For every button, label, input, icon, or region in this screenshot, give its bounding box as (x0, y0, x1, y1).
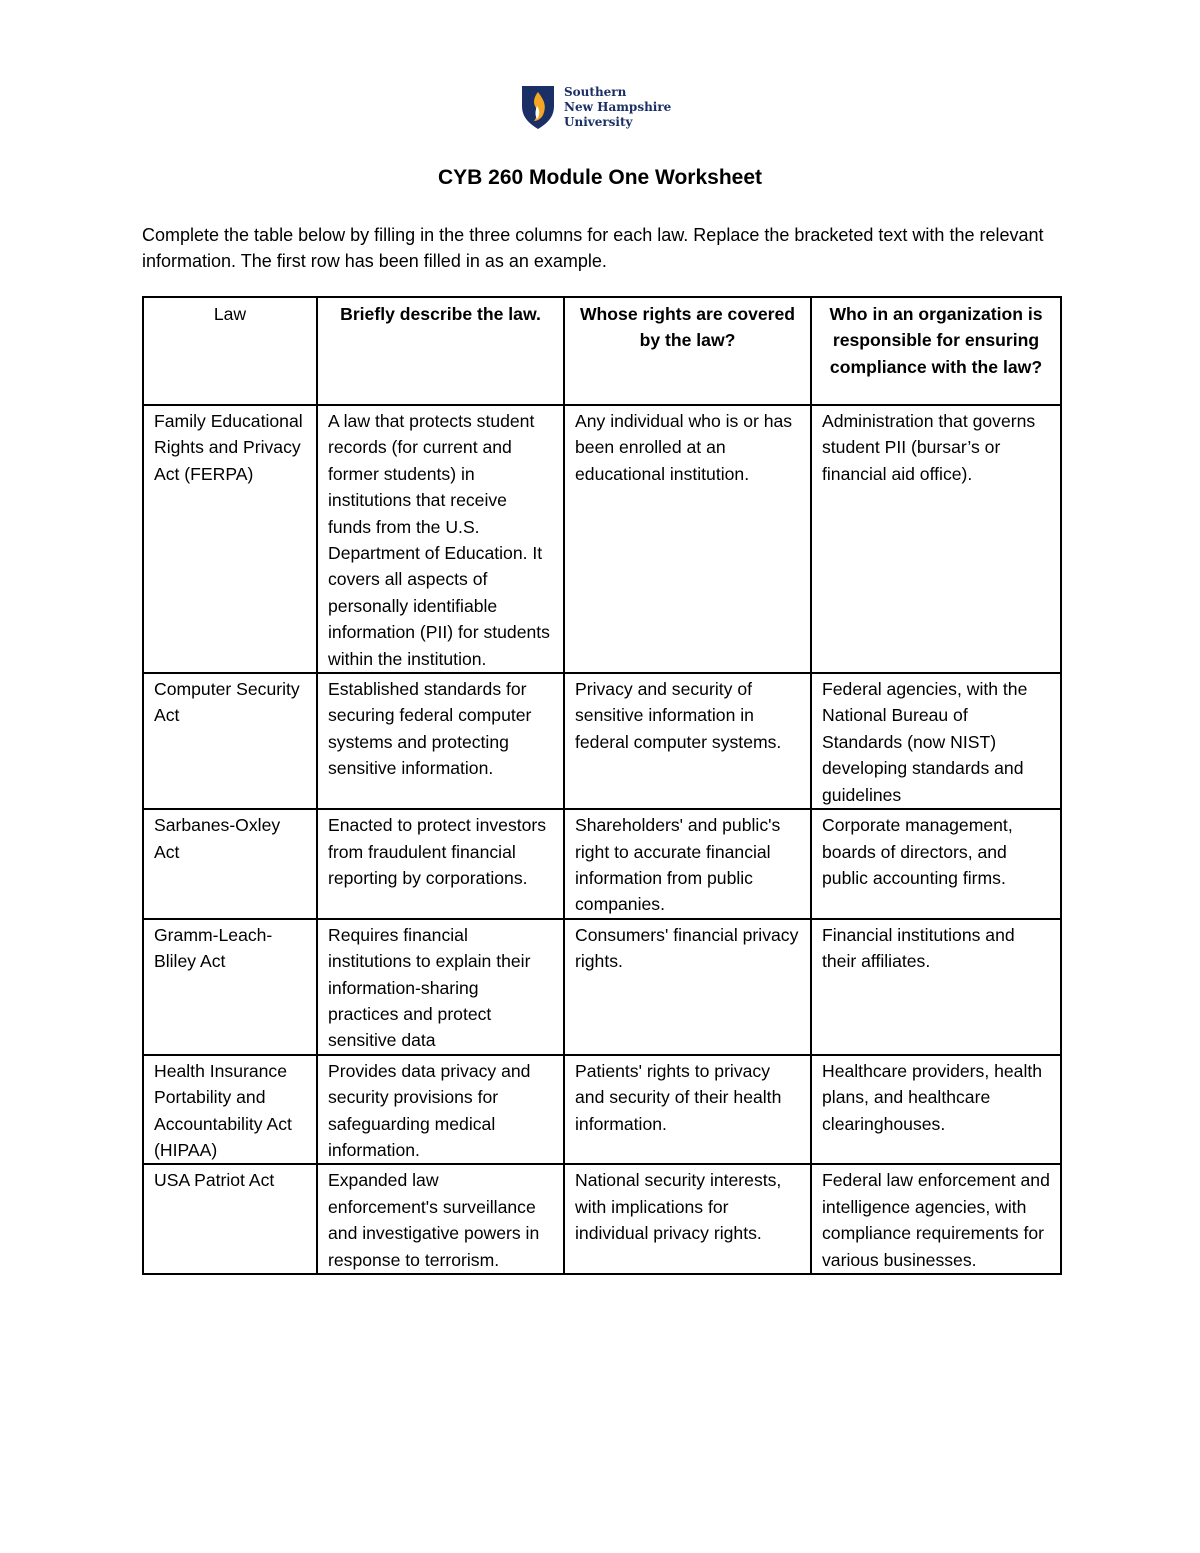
table-row (143, 1055, 1061, 1165)
table-header-row (143, 297, 1061, 405)
description-cell: A law that protects student records (for current and former students) in institutions that receive funds from the U.S. Department of Education. It covers all aspects of personally identifiable information (PII) for students within the institution. (317, 405, 564, 673)
university-logo (520, 84, 671, 130)
responsible-cell: Corporate management, boards of directors, and public accounting firms. (811, 809, 1061, 919)
responsible-cell: Administration that governs student PII (bursar’s or financial aid office). (811, 405, 1061, 673)
law-cell: Computer Security Act (143, 673, 317, 809)
instructions-paragraph: Complete the table below by filling in the three columns for each law. Replace the bracketed text with the relevant information. The first row has been filled in as an example. (142, 225, 1044, 271)
table-row (143, 919, 1061, 1055)
responsible-cell: Healthcare providers, health plans, and healthcare clearinghouses. (811, 1055, 1061, 1165)
law-cell: Sarbanes-Oxley Act (143, 809, 317, 919)
header-rights: Whose rights are covered by the law? (564, 297, 811, 405)
rights-cell: National security interests, with implications for individual privacy rights. (564, 1164, 811, 1274)
rights-cell: Patients' rights to privacy and security of their health information. (564, 1055, 811, 1165)
rights-cell: Privacy and security of sensitive information in federal computer systems. (564, 673, 811, 809)
responsible-cell: Financial institutions and their affiliates. (811, 919, 1061, 1055)
logo-line: New Hampshire (564, 99, 672, 114)
shield-flame-icon (520, 84, 556, 130)
table-row (143, 673, 1061, 809)
logo-line: Southern (564, 84, 627, 99)
laws-table (142, 296, 1062, 1275)
law-cell: USA Patriot Act (143, 1164, 317, 1274)
logo-wordmark (564, 85, 671, 130)
table-row (143, 1164, 1061, 1274)
law-cell: Gramm-Leach-Bliley Act (143, 919, 317, 1055)
description-cell: Requires financial institutions to explain their information-sharing practices and protect sensitive data (317, 919, 564, 1055)
header-law: Law (143, 297, 317, 405)
table-row (143, 809, 1061, 919)
description-cell: Provides data privacy and security provisions for safeguarding medical information. (317, 1055, 564, 1165)
rights-cell: Shareholders' and public's right to accurate financial information from public companies. (564, 809, 811, 919)
rights-cell: Consumers' financial privacy rights. (564, 919, 811, 1055)
header-description: Briefly describe the law. (317, 297, 564, 405)
responsible-cell: Federal law enforcement and intelligence agencies, with compliance requirements for various businesses. (811, 1164, 1061, 1274)
worksheet-title: CYB 260 Module One Worksheet (437, 166, 763, 189)
header-responsible: Who in an organization is responsible for ensuring compliance with the law? (811, 297, 1061, 405)
rights-cell: Any individual who is or has been enrolled at an educational institution. (564, 405, 811, 673)
responsible-cell: Federal agencies, with the National Bureau of Standards (now NIST) developing standards and guidelines (811, 673, 1061, 809)
law-cell: Family Educational Rights and Privacy Act (FERPA) (143, 405, 317, 673)
law-cell: Health Insurance Portability and Accountability Act (HIPAA) (143, 1055, 317, 1165)
logo-line: University (564, 114, 633, 129)
table-row (143, 405, 1061, 673)
description-cell: Enacted to protect investors from fraudulent financial reporting by corporations. (317, 809, 564, 919)
description-cell: Established standards for securing federal computer systems and protecting sensitive information. (317, 673, 564, 809)
description-cell: Expanded law enforcement's surveillance and investigative powers in response to terrorism. (317, 1164, 564, 1274)
